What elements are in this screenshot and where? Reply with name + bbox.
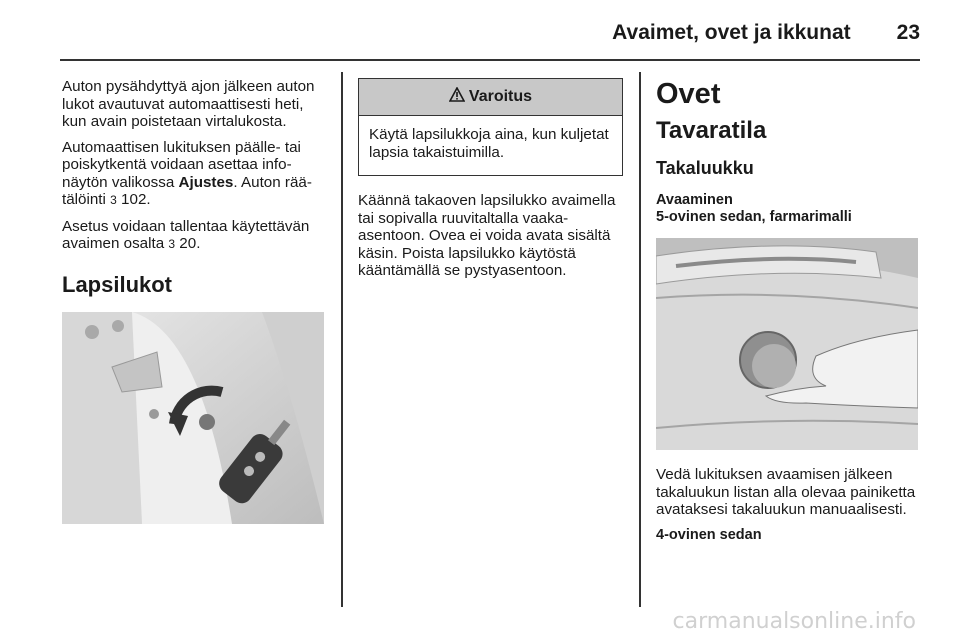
warning-header [359,79,622,116]
subsubsection-title-tailgate: Takaluukku [656,158,754,178]
page-ref-icon: 3 [110,193,117,207]
paragraph-child-lock-usage: Käännä takaoven lapsilukko avaimella tai sopivalla ruuvitaltalla vaakaasentoon. Ovea ei voida avata sisältä käsin. Poista lapsilukko käytöstä kääntämällä se pystyasentoon. [358,192,616,279]
warning-box [358,78,623,176]
column-2 [358,78,623,288]
header-rule [60,59,920,61]
paragraph-key-setting: Asetus voidaan tallentaa käytettävän avaimen osalta 3 20. [62,217,310,252]
page-ref-icon: 3 [168,237,176,251]
warning-triangle-icon [449,87,465,107]
warning-text: Käytä lapsilukkoja aina, kun kuljetat lapsia takaistuimilla. [369,126,609,161]
warning-title: Varoitus [468,88,533,105]
child-lock-illustration [62,312,324,524]
page-ref: 20. [179,235,201,252]
heading-4-door-sedan: 4-ovinen sedan [656,526,762,543]
section-title-doors: Ovet [656,78,721,110]
watermark: carmanualsonline.info [672,609,916,634]
chapter-title: Avaimet, ovet ja ikkunat [612,21,851,44]
column-1 [62,78,324,524]
column-divider-2 [639,72,641,607]
tailgate-illustration [656,238,918,450]
page-header [60,16,920,50]
heading-5-door-sedan: 5-ovinen sedan, farmarimalli [656,209,852,225]
section-title-child-locks: Lapsilukot [62,271,173,297]
warning-body [359,116,622,175]
paragraph-tailgate-open: Vedä lukituksen avaamisen jälkeen takaluukun listan alla olevaa painiketta avataksesi takaluukun manuaalisesti. [656,466,916,518]
paragraph-auto-unlock: Auton pysähdyttyä ajon jälkeen auton lukot avautuvat automaattisesti heti, kun avain poistetaan virtalukosta. [62,78,315,130]
column-3 [656,78,921,544]
paragraph-auto-lock-setting: Automaattisen lukituksen päälle- tai poiskytkentä voidaan asettaa infonäytön valikossa Ajustes. Auton räätälöinti 3 102. [62,138,312,208]
page-ref: 102. [121,191,151,208]
heading-opening: Avaaminen [656,192,733,208]
subsection-title-trunk: Tavaratila [656,117,767,144]
column-divider-1 [341,72,343,607]
page-number: 23 [896,21,920,44]
menu-name: Ajustes [178,173,234,191]
